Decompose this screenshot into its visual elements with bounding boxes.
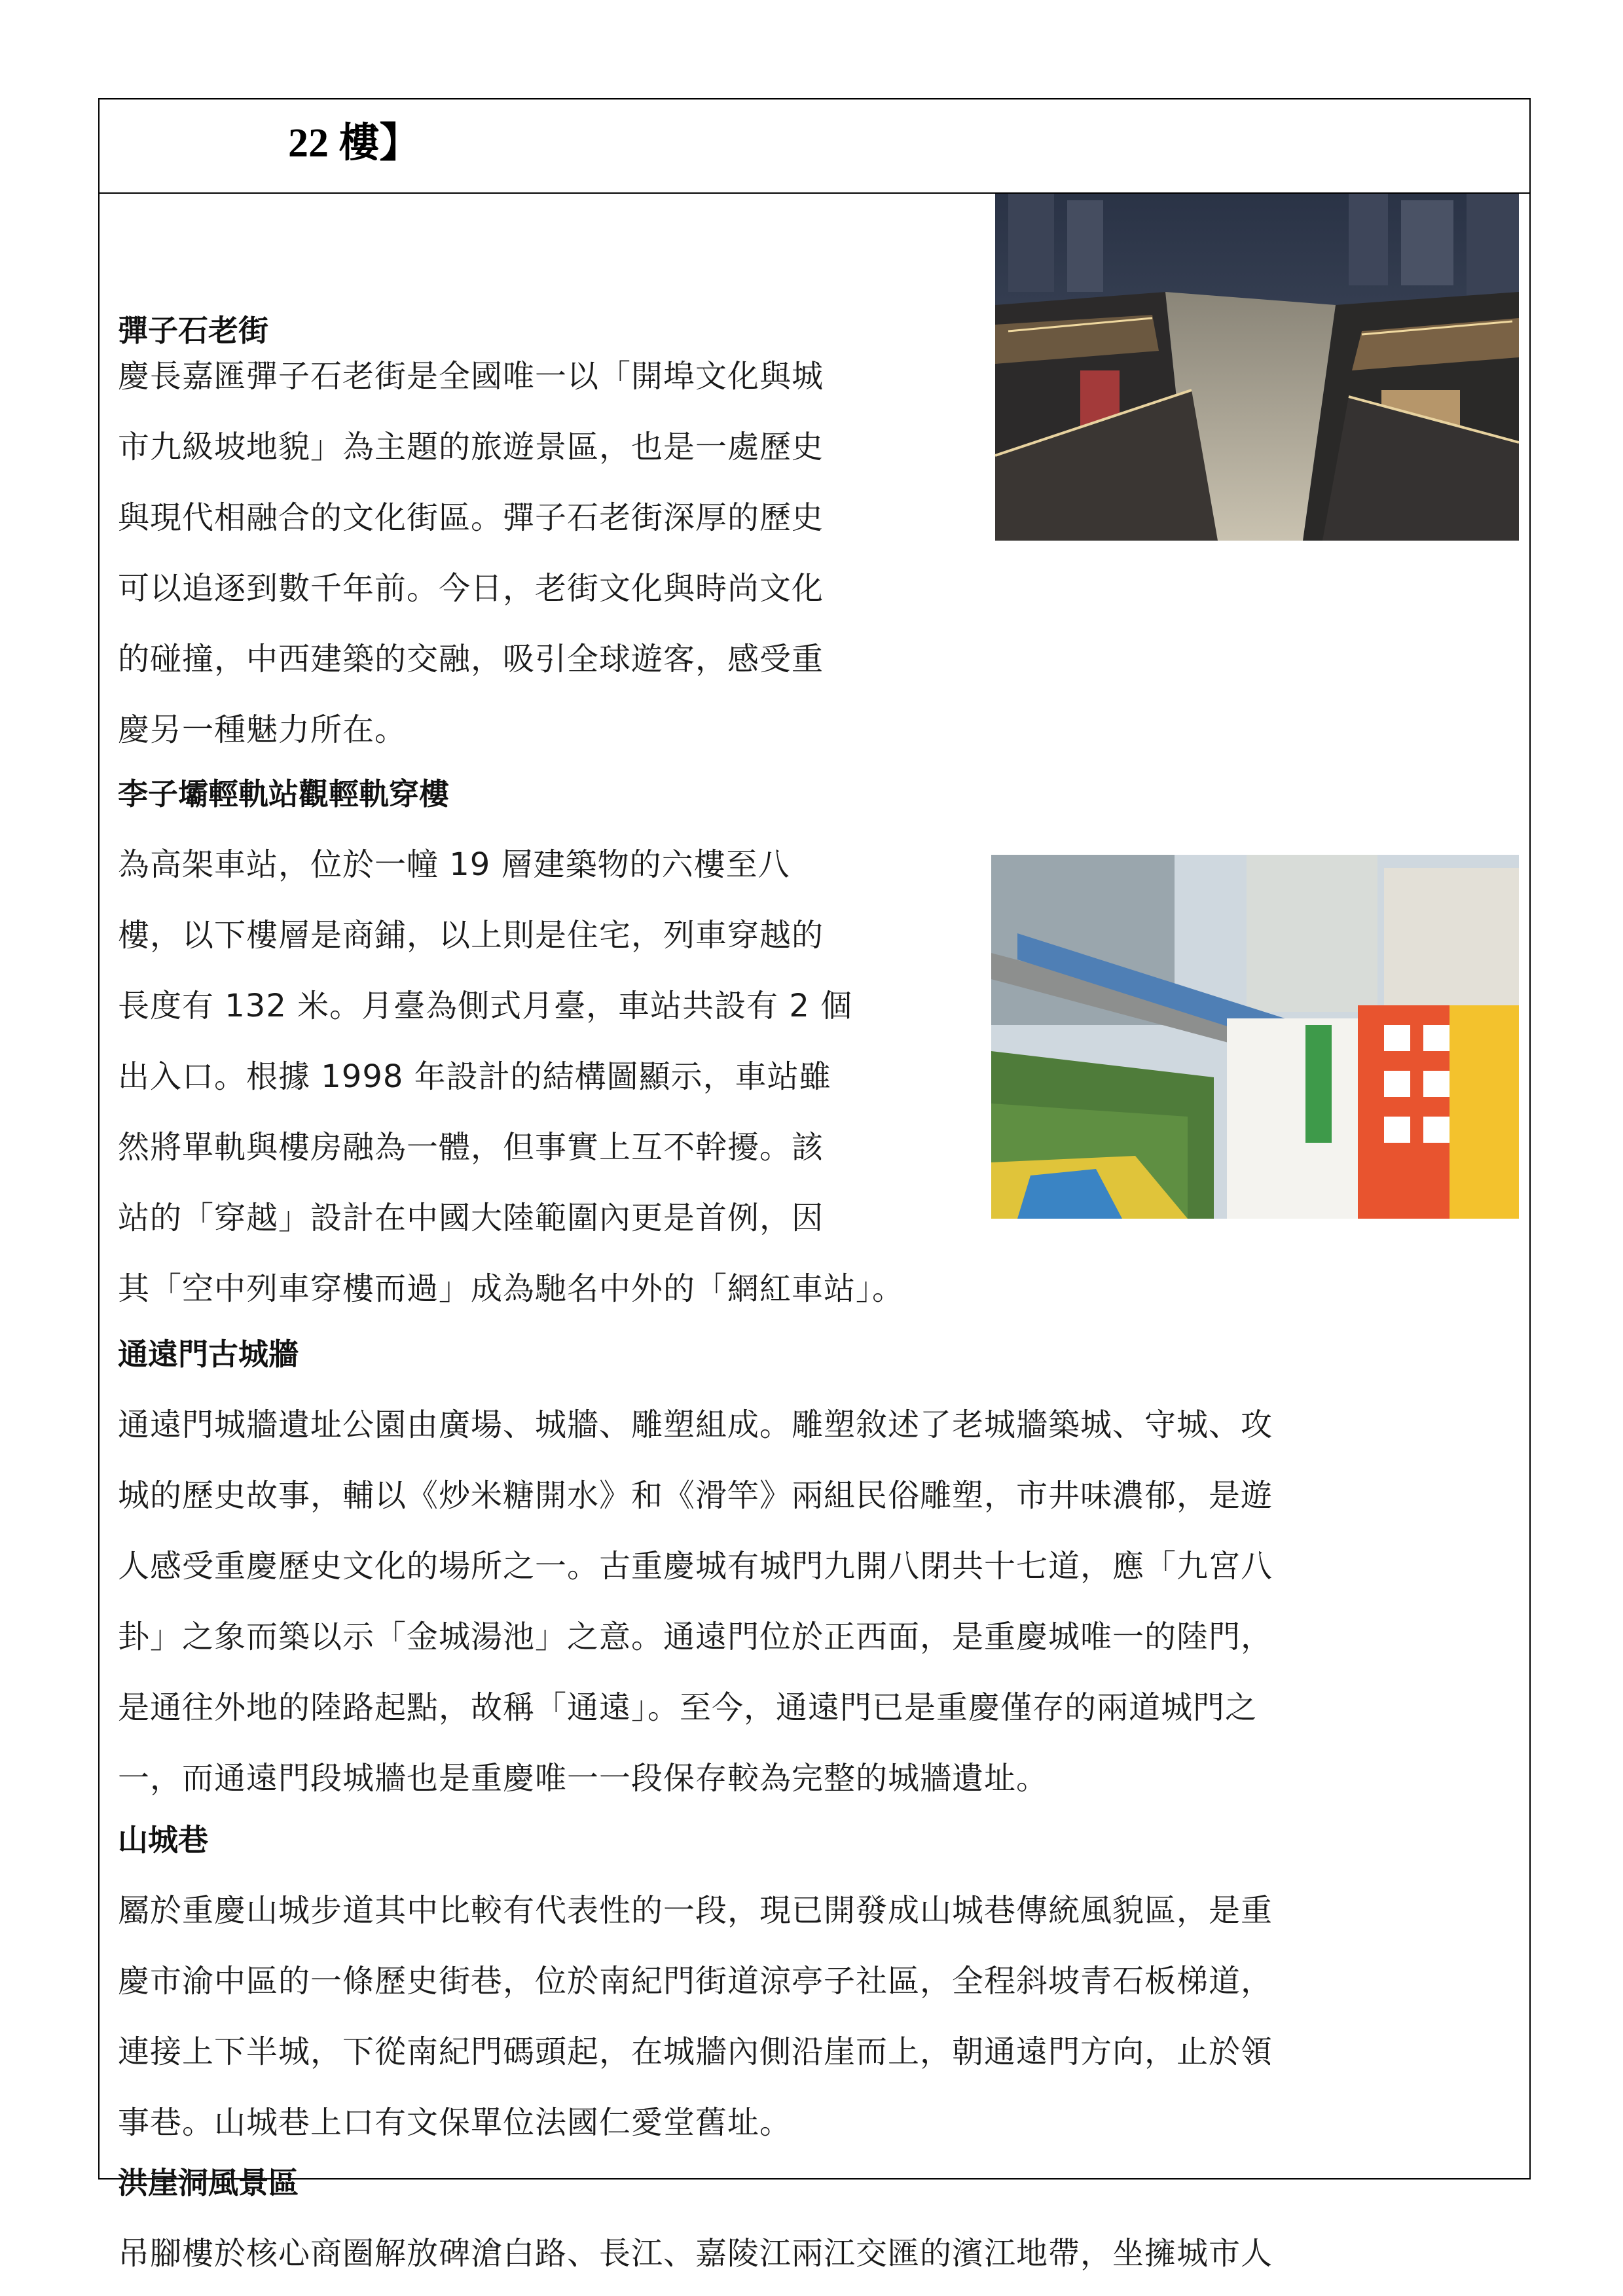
text-line: 其「空中列車穿樓而過」成為馳名中外的「網紅車站」。 bbox=[118, 1270, 905, 1307]
page-title: 22 樓】 bbox=[288, 121, 420, 166]
text-line: 出入口。根據 1998 年設計的結構圖顯示，車站雖 bbox=[118, 1058, 831, 1095]
section-heading-shanchengxiang: 山城巷 bbox=[118, 1822, 208, 1857]
text-line: 通遠門城牆遺址公園由廣場、城牆、雕塑組成。雕塑敘述了老城牆築城、守城、攻 bbox=[118, 1407, 1273, 1443]
text-line: 可以追逐到數千年前。今日，老街文化與時尚文化 bbox=[118, 570, 824, 607]
content-area bbox=[100, 194, 1529, 2272]
text-line: 為高架車站，位於一幢 19 層建築物的六樓至八 bbox=[118, 846, 790, 883]
text-line: 與現代相融合的文化街區。彈子石老街深厚的歷史 bbox=[118, 499, 824, 536]
text-line: 的碰撞，中西建築的交融，吸引全球遊客，感受重 bbox=[118, 641, 824, 677]
document-frame bbox=[98, 98, 1531, 2272]
text-line: 慶另一種魅力所在。 bbox=[118, 711, 407, 748]
text-line: 城的歷史故事，輔以《炒米糖開水》和《滑竿》兩組民俗雕塑，市井味濃郁，是遊 bbox=[118, 1477, 1273, 1514]
text-line: 長度有 132 米。月臺為側式月臺，車站共設有 2 個 bbox=[118, 988, 853, 1024]
text-line: 慶長嘉匯彈子石老街是全國唯一以「開埠文化與城 bbox=[118, 358, 824, 395]
header-row bbox=[100, 99, 1529, 194]
text-line: 事巷。山城巷上口有文保單位法國仁愛堂舊址。 bbox=[118, 2104, 792, 2141]
text-line: 一，而通遠門段城牆也是重慶唯一一段保存較為完整的城牆遺址。 bbox=[118, 1760, 1049, 1797]
text-line: 是通往外地的陸路起點，故稱「通遠」。至今，通遠門已是重慶僅存的兩道城門之 bbox=[118, 1689, 1258, 1726]
text-line: 連接上下半城，下從南紀門碼頭起，在城牆內側沿崖而上，朝通遠門方向，止於領 bbox=[118, 2034, 1273, 2070]
section-heading-liziba: 李子壩輕軌站觀輕軌穿樓 bbox=[118, 776, 449, 812]
text-line: 市九級坡地貌」為主題的旅遊景區，也是一處歷史 bbox=[118, 429, 824, 465]
text-line: 慶市渝中區的一條歷史街巷，位於南紀門街道涼亭子社區，全程斜坡青石板梯道， bbox=[118, 1963, 1273, 2000]
section-heading-hongyadong: 洪崖洞風景區 bbox=[118, 2165, 299, 2200]
text-line: 站的「穿越」設計在中國大陸範圍內更是首例，因 bbox=[118, 1200, 824, 1236]
monorail-photo bbox=[991, 855, 1519, 1219]
old-street-photo bbox=[995, 194, 1519, 541]
text-line: 卦」之象而築以示「金城湯池」之意。通遠門位於正西面，是重慶城唯一的陸門， bbox=[118, 1619, 1273, 1655]
section-heading-danzishi: 彈子石老街 bbox=[118, 313, 268, 348]
text-line: 人感受重慶歷史文化的場所之一。古重慶城有城門九開八閉共十七道，應「九宮八 bbox=[118, 1548, 1273, 1585]
section-heading-tongyuanmen: 通遠門古城牆 bbox=[118, 1336, 299, 1372]
text-line: 然將單軌與樓房融為一體，但事實上互不幹擾。該 bbox=[118, 1129, 824, 1166]
text-line: 吊腳樓於核心商圈解放碑滄白路、長江、嘉陵江兩江交匯的濱江地帶，坐擁城市人 bbox=[118, 2235, 1273, 2272]
text-line: 樓，以下樓層是商鋪，以上則是住宅，列車穿越的 bbox=[118, 917, 824, 954]
text-line: 屬於重慶山城步道其中比較有代表性的一段，現已開發成山城巷傳統風貌區，是重 bbox=[118, 1892, 1273, 1929]
